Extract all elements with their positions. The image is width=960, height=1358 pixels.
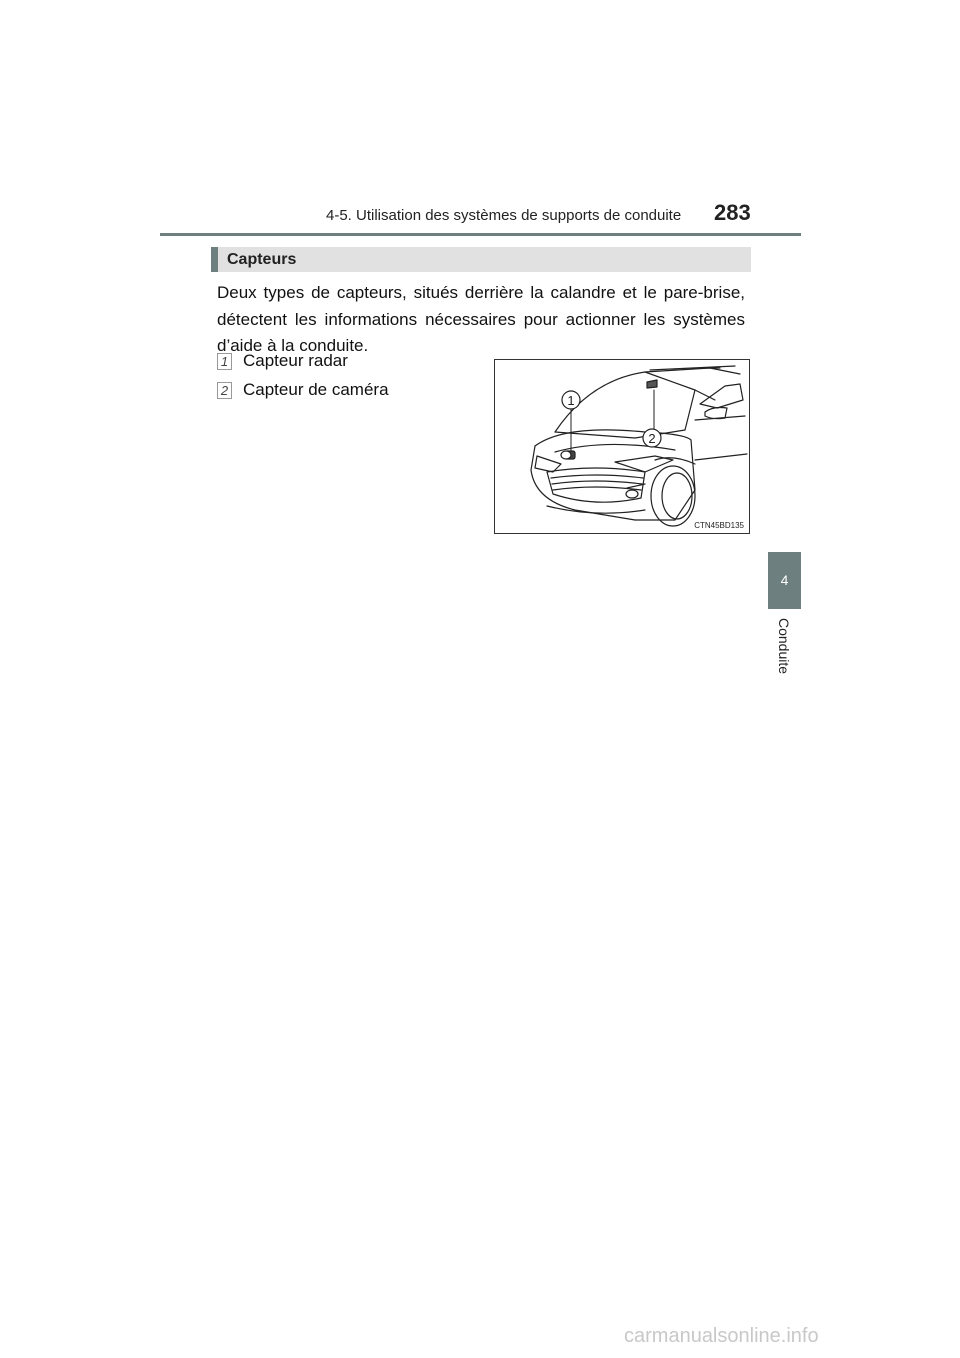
list-item-label: Capteur de caméra: [243, 380, 389, 399]
vehicle-sensor-illustration: [494, 359, 750, 534]
page-number: 283: [714, 200, 751, 225]
list-item-number: 2: [217, 382, 232, 399]
watermark: carmanualsonline.info: [624, 1325, 819, 1347]
list-item: [217, 349, 348, 373]
callout-2-label: 2: [648, 431, 656, 446]
figure-code: CTN45BD135: [694, 521, 744, 530]
callout-1-label: 1: [567, 393, 575, 408]
header-divider: [160, 233, 801, 236]
section-heading: Capteurs: [211, 247, 751, 272]
running-header-title: 4-5. Utilisation des systèmes de supports de conduite: [326, 207, 682, 224]
chapter-tab: 4: [768, 552, 801, 609]
list-item-label: Capteur radar: [243, 351, 348, 370]
list-item: [217, 378, 389, 402]
section-body-text: Deux types de capteurs, situés derrière la calandre et le pare-brise, détectent les informations nécessaires pour actionner les systèmes d’aide à la conduite.: [217, 283, 745, 355]
list-item-number: 1: [217, 353, 232, 370]
chapter-label: Conduite: [776, 618, 792, 675]
suv-front-drawing: [495, 360, 749, 533]
